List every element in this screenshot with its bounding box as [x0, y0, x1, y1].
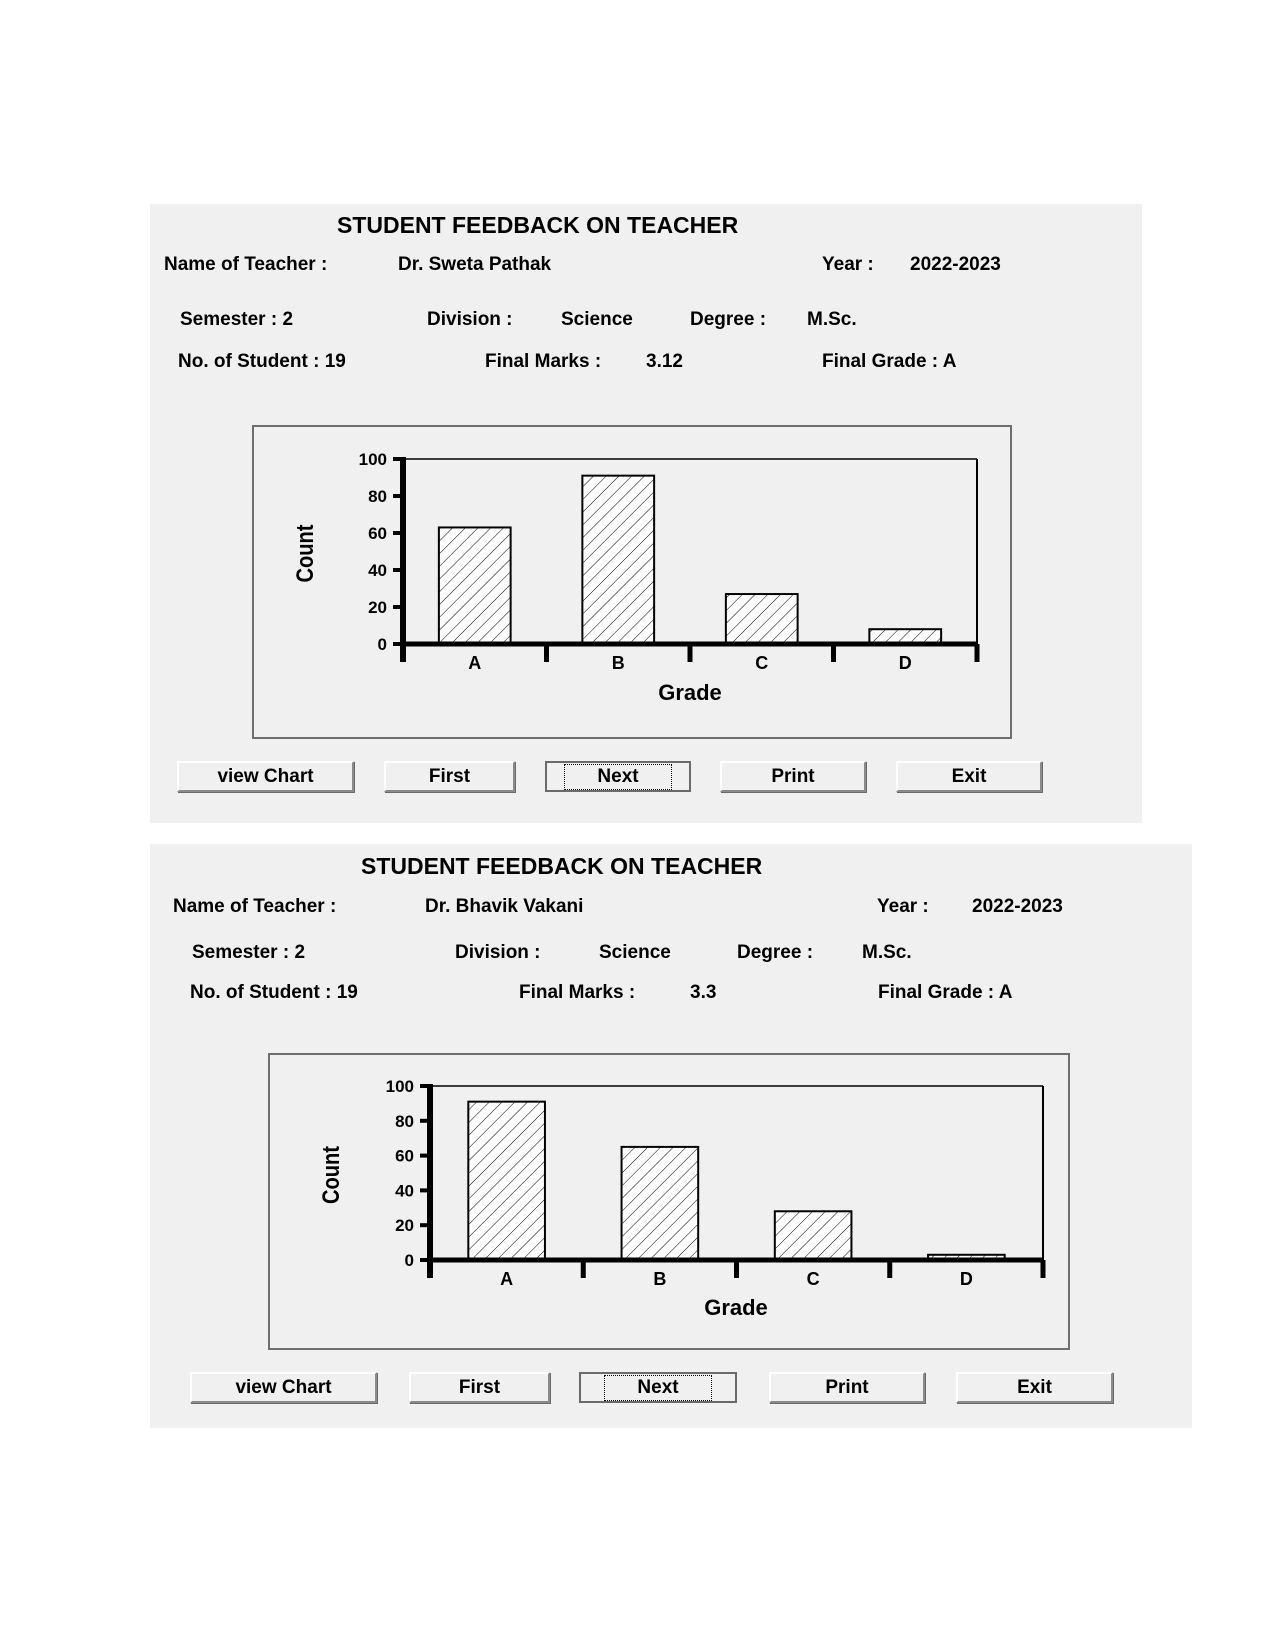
grade-label: Final Grade : A	[822, 351, 957, 372]
view-chart-label: view Chart	[235, 1376, 332, 1398]
students-label: No. of Student : 19	[190, 982, 358, 1003]
y-tick-label: 40	[395, 1181, 414, 1201]
y-tick-label: 100	[385, 1077, 414, 1096]
year-label: Year :	[822, 254, 874, 275]
degree-label: Degree :	[690, 309, 767, 330]
print-label: Print	[825, 1376, 869, 1398]
next-label: Next	[565, 765, 670, 789]
y-axis-title: Count	[292, 513, 319, 583]
semester-label: Semester : 2	[180, 309, 294, 330]
grade-label: Final Grade : A	[878, 982, 1013, 1003]
exit-button[interactable]	[956, 1372, 1113, 1403]
bar-C	[775, 1211, 852, 1260]
year-value: 2022-2023	[972, 896, 1063, 917]
view-chart-label: view Chart	[217, 765, 314, 787]
bar-A	[468, 1102, 545, 1260]
print-label: Print	[771, 765, 815, 787]
x-tick-label: C	[806, 1269, 820, 1289]
panel-title: STUDENT FEEDBACK ON TEACHER	[337, 212, 739, 238]
y-tick-label: 100	[358, 450, 387, 469]
teacher-value: Dr. Bhavik Vakani	[425, 896, 584, 917]
division-label: Division :	[455, 942, 541, 963]
x-tick-label: C	[755, 653, 769, 673]
x-tick-label: D	[959, 1269, 973, 1289]
marks-label: Final Marks :	[519, 982, 636, 1003]
division-value: Science	[561, 309, 633, 330]
year-label: Year :	[877, 896, 929, 917]
y-tick-label: 60	[395, 1146, 414, 1166]
first-button[interactable]	[409, 1372, 550, 1403]
y-tick-label: 20	[395, 1216, 414, 1236]
degree-value: M.Sc.	[807, 309, 857, 330]
x-tick-label: B	[653, 1269, 667, 1289]
y-tick-label: 0	[377, 635, 387, 654]
next-label: Next	[605, 1376, 710, 1400]
x-tick-label: D	[898, 653, 912, 673]
y-tick-label: 0	[404, 1251, 414, 1270]
semester-label: Semester : 2	[192, 942, 306, 963]
students-label: No. of Student : 19	[178, 351, 346, 372]
print-button[interactable]	[769, 1372, 925, 1403]
degree-label: Degree :	[737, 942, 814, 963]
y-tick-label: 40	[368, 561, 387, 580]
marks-value: 3.12	[646, 351, 683, 372]
division-value: Science	[599, 942, 671, 963]
marks-label: Final Marks :	[485, 351, 602, 372]
bar-B	[622, 1147, 699, 1260]
teacher-label: Name of Teacher :	[173, 896, 337, 917]
x-tick-label: A	[468, 653, 482, 673]
marks-value: 3.3	[690, 982, 717, 1003]
teacher-value: Dr. Sweta Pathak	[398, 254, 552, 275]
teacher-label: Name of Teacher :	[164, 254, 328, 275]
x-axis-title: Grade	[658, 680, 722, 705]
y-tick-label: 80	[395, 1111, 414, 1131]
panel-title: STUDENT FEEDBACK ON TEACHER	[361, 853, 763, 879]
degree-value: M.Sc.	[862, 942, 912, 963]
x-tick-label: B	[611, 653, 625, 673]
y-axis-title: Count	[318, 1134, 345, 1204]
y-tick-label: 60	[368, 524, 387, 543]
x-axis-title: Grade	[704, 1295, 768, 1320]
y-tick-label: 80	[368, 487, 387, 506]
view-chart-button[interactable]	[190, 1372, 377, 1403]
next-button[interactable]	[579, 1372, 737, 1403]
first-label: First	[428, 765, 471, 787]
year-value: 2022-2023	[910, 254, 1001, 275]
exit-label: Exit	[951, 765, 987, 787]
first-label: First	[458, 1376, 501, 1398]
division-label: Division :	[427, 309, 513, 330]
y-tick-label: 20	[368, 598, 387, 617]
x-tick-label: A	[500, 1269, 514, 1289]
exit-label: Exit	[1017, 1376, 1052, 1398]
